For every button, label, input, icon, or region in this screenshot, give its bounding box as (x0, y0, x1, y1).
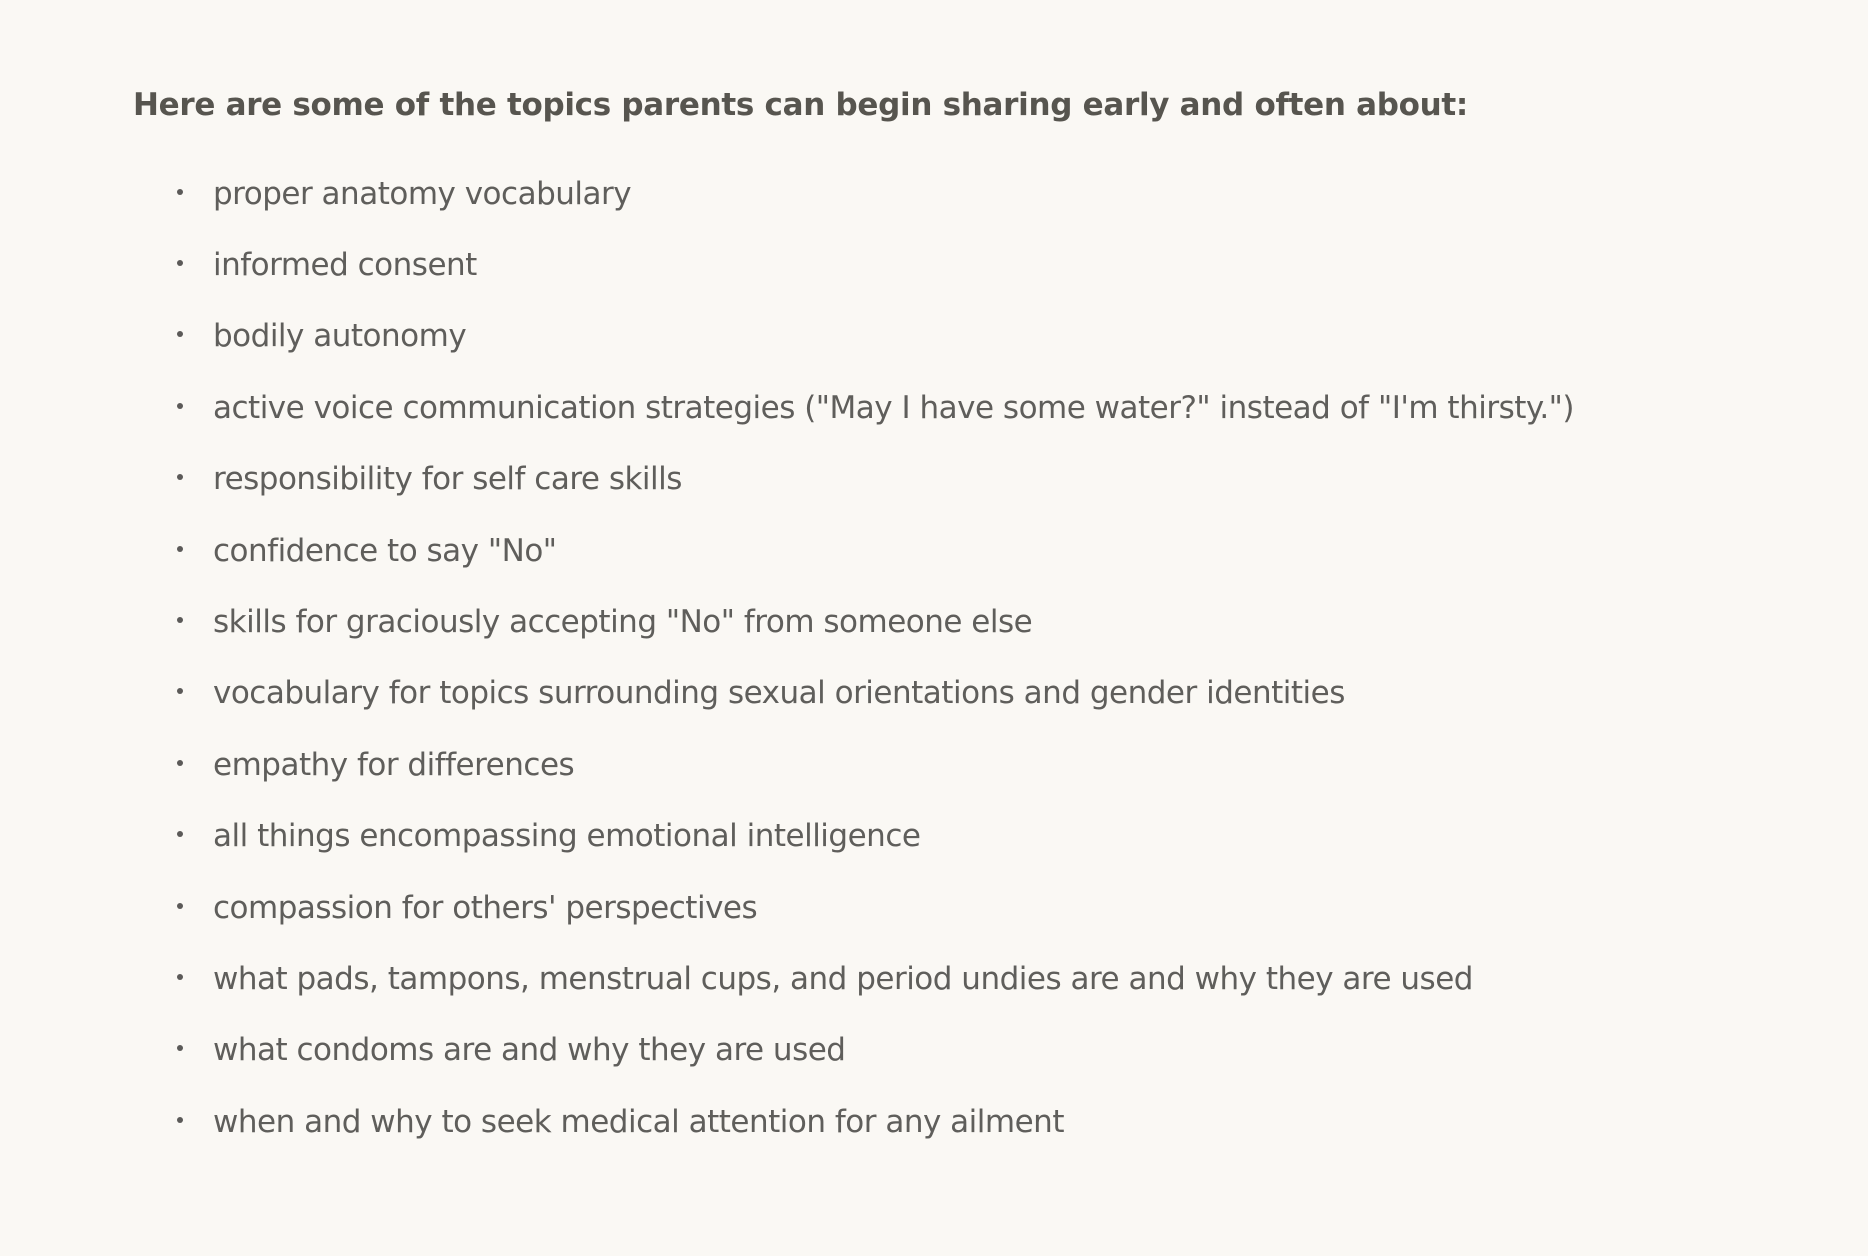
bullet-icon (177, 189, 183, 195)
article-content (133, 78, 1833, 1157)
bullet-icon (177, 1117, 183, 1123)
bullet-icon (177, 1045, 183, 1051)
list-item (133, 1015, 1833, 1086)
bullet-icon (177, 903, 183, 909)
list-item-text: proper anatomy vocabulary (213, 175, 632, 212)
bullet-icon (177, 617, 183, 623)
list-item-text: vocabulary for topics surrounding sexual orientations and gender identities (213, 675, 1345, 712)
list-item (133, 158, 1833, 229)
bullet-icon (177, 474, 183, 480)
list-item (133, 1086, 1833, 1157)
list-item (133, 586, 1833, 657)
list-item (133, 229, 1833, 300)
bullet-icon (177, 974, 183, 980)
bullet-icon (177, 831, 183, 837)
list-item-text: active voice communication strategies ("May I have some water?" instead of "I'm thirsty.") (213, 389, 1575, 426)
list-item (133, 372, 1833, 443)
list-item-text: bodily autonomy (213, 318, 467, 355)
topics-list (133, 158, 1833, 1157)
list-item (133, 515, 1833, 586)
list-item-text: what condoms are and why they are used (213, 1032, 846, 1069)
list-item-text: empathy for differences (213, 746, 575, 783)
list-item-text: compassion for others' perspectives (213, 889, 758, 926)
list-item (133, 658, 1833, 729)
list-item (133, 301, 1833, 372)
list-item (133, 444, 1833, 515)
list-item-text: informed consent (213, 247, 477, 284)
list-item-text: responsibility for self care skills (213, 461, 682, 498)
bullet-icon (177, 546, 183, 552)
list-item-text: skills for graciously accepting "No" from someone else (213, 604, 1033, 641)
bullet-icon (177, 688, 183, 694)
bullet-icon (177, 331, 183, 337)
list-item-text: when and why to seek medical attention for any ailment (213, 1103, 1064, 1140)
list-item (133, 729, 1833, 800)
bullet-icon (177, 760, 183, 766)
list-item (133, 801, 1833, 872)
bullet-icon (177, 260, 183, 266)
list-item (133, 872, 1833, 943)
intro-heading: Here are some of the topics parents can begin sharing early and often about: (133, 87, 1469, 123)
list-item-text: confidence to say "No" (213, 532, 557, 569)
bullet-icon (177, 403, 183, 409)
list-item-text: all things encompassing emotional intelligence (213, 818, 921, 855)
list-item-text: what pads, tampons, menstrual cups, and period undies are and why they are used (213, 960, 1473, 997)
list-item (133, 943, 1833, 1014)
